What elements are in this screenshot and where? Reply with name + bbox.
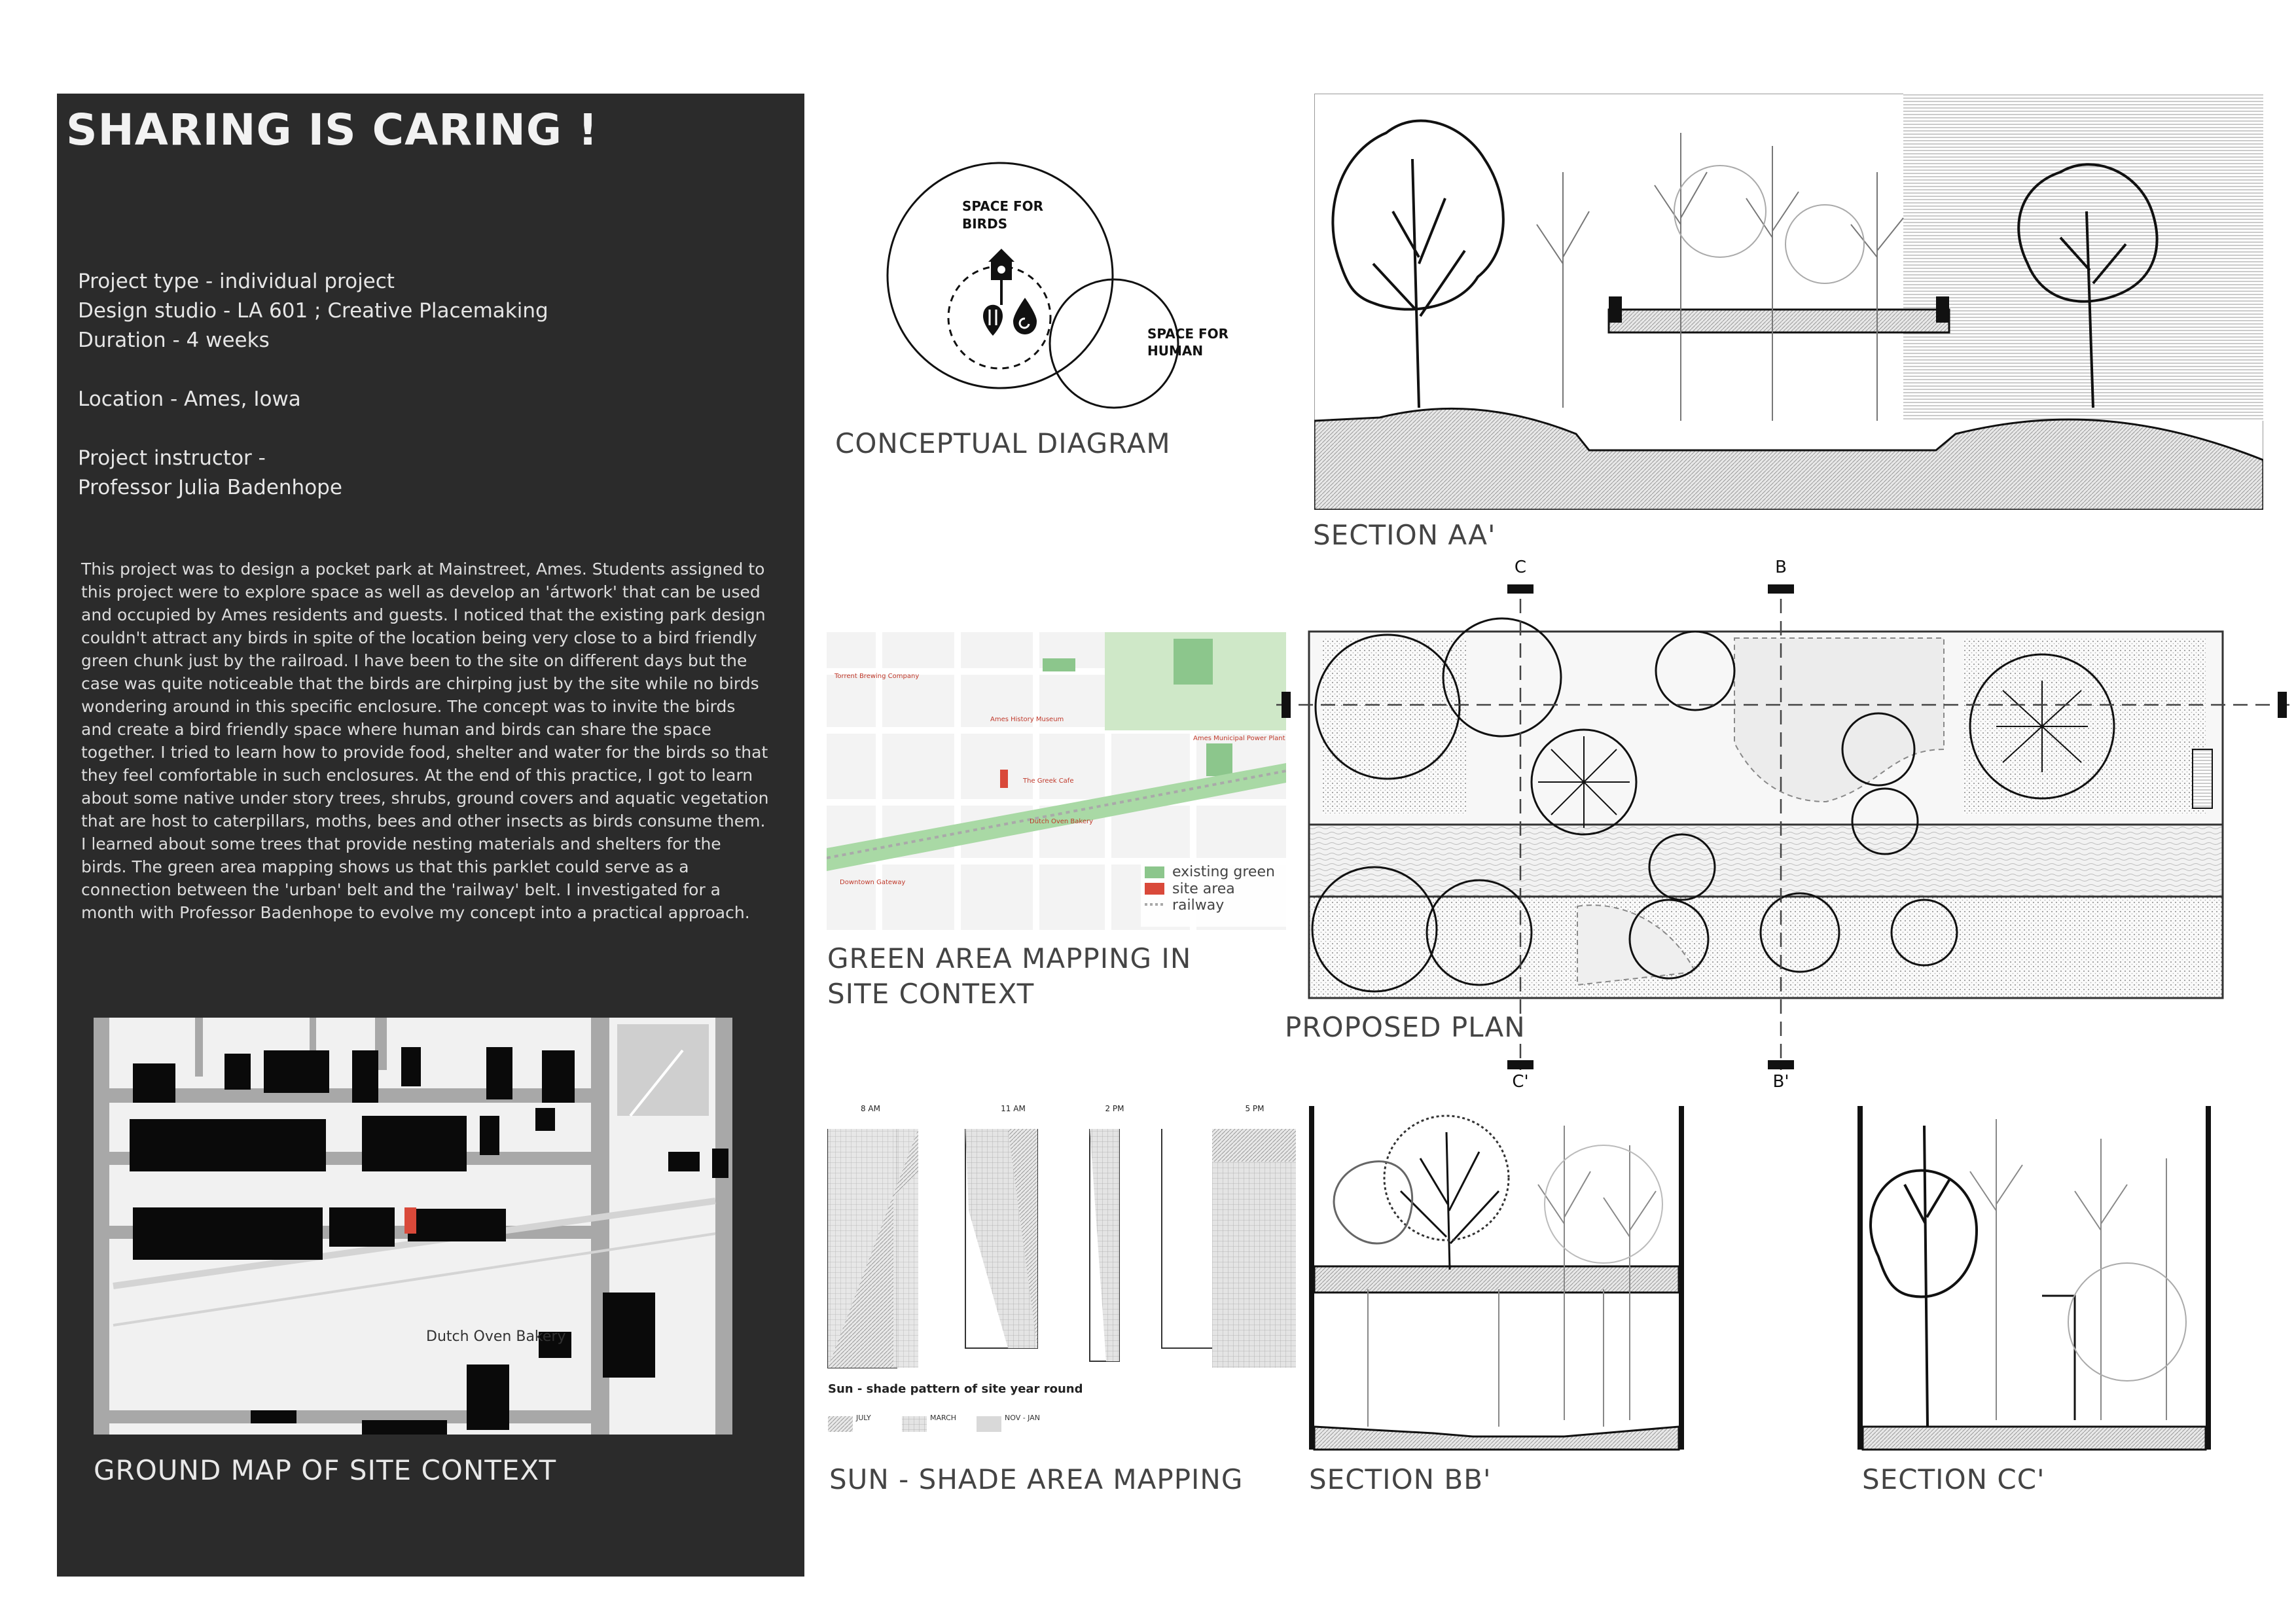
place-label: Torrent Brewing Company <box>834 673 920 680</box>
location: Location - Ames, Iowa <box>78 387 301 411</box>
design-studio: Design studio - LA 601 ; Creative Placemaking <box>78 299 548 323</box>
green-area-map <box>827 632 1286 930</box>
sun-shade-diagram <box>825 1099 1296 1440</box>
place-label: Dutch Oven Bakery <box>1030 818 1094 825</box>
site-area <box>1000 770 1008 788</box>
proposed-plan <box>1276 553 2289 1090</box>
time-5pm: 5 PM <box>1245 1104 1265 1113</box>
birds-label-2: BIRDS <box>962 216 1008 232</box>
time-11am: 11 AM <box>1001 1104 1026 1113</box>
legend-july-swatch <box>828 1416 853 1432</box>
section-mark-b: B <box>1775 558 1787 577</box>
legend-green: existing green <box>1172 864 1275 880</box>
sun-shade-caption: SUN - SHADE AREA MAPPING <box>829 1463 1244 1495</box>
section-bb-drawing <box>1302 1106 1695 1453</box>
legend-march-swatch <box>902 1416 927 1432</box>
sun-shade-note: Sun - shade pattern of site year round <box>828 1382 1083 1396</box>
section-cc-caption: SECTION CC' <box>1862 1463 2045 1495</box>
page-title: SHARING IS CARING ! <box>66 105 599 155</box>
conceptual-diagram <box>877 147 1244 422</box>
conceptual-caption: CONCEPTUAL DIAGRAM <box>835 427 1171 459</box>
project-type: Project type - individual project <box>78 270 395 293</box>
legend-july: JULY <box>856 1414 871 1422</box>
place-label: Downtown Gateway <box>840 879 906 886</box>
human-label-2: HUMAN <box>1147 343 1204 359</box>
food-icon <box>983 305 1003 336</box>
proposed-plan-caption: PROPOSED PLAN <box>1285 1011 1526 1043</box>
section-mark-b-prime: B' <box>1772 1072 1789 1090</box>
legend-green-swatch <box>1145 866 1164 878</box>
place-label: Ames History Museum <box>990 716 1064 723</box>
birdhouse-icon <box>988 249 1014 305</box>
place-label: Ames Municipal Power Plant <box>1193 735 1285 742</box>
site-marker <box>404 1207 416 1234</box>
legend-nov-swatch <box>977 1416 1001 1432</box>
legend-site: site area <box>1172 881 1235 897</box>
section-aa-caption: SECTION AA' <box>1313 519 1496 551</box>
ground-map-caption: GROUND MAP OF SITE CONTEXT <box>94 1454 557 1486</box>
section-mark-c-prime: C' <box>1512 1072 1529 1090</box>
legend-nov-jan: NOV - JAN <box>1005 1414 1040 1422</box>
legend-site-swatch <box>1145 883 1164 895</box>
instructor-label: Project instructor - <box>78 446 266 470</box>
project-description: This project was to design a pocket park at Mainstreet, Ames. Students assigned to this project were to explore space as well as develop an 'ártwork' that can be used and occupied by Ames residents and guests. I noticed that the existing park design couldn't attract any birds in spite of the location being very close to a bird friendly green chunk just by the railroad. I have been to the site on different days but the case was quite noticeable that the birds are chirping just by the site while no birds wondering around in this specific enclosure. The concept was to invite the birds and create a bird friendly space where human and birds can share the space together. I tried to learn how to provide food, shelter and water for the birds so that they feel comfortable in such enclosures. At the end of this practice, I got to learn about some native under story trees, shrubs, ground covers and aquatic vegetation that are host to caterpillars, moths, bees and other insects as birds consume them. I learned about some trees that provide nesting materials and shelters for the birds. The green area mapping shows us that this parklet could serve as a connection between the 'urban' belt and the 'railway' belt. I investigated for a month with Professor Badenhope to evolve my concept into a practical approach. <box>81 560 769 922</box>
legend-march: MARCH <box>930 1414 957 1422</box>
project-info <box>78 267 548 503</box>
time-2pm: 2 PM <box>1105 1104 1124 1113</box>
human-label-1: SPACE FOR <box>1147 326 1229 342</box>
legend-rail: railway <box>1172 897 1225 914</box>
birds-label-1: SPACE FOR <box>962 198 1044 214</box>
time-8am: 8 AM <box>860 1104 881 1113</box>
duration: Duration - 4 weeks <box>78 329 270 352</box>
section-mark-c: C <box>1514 558 1527 577</box>
green-area-caption-1: GREEN AREA MAPPING IN <box>827 942 1192 974</box>
green-area-caption-2: SITE CONTEXT <box>827 978 1035 1010</box>
water-drop-icon <box>1013 298 1037 334</box>
instructor-name: Professor Julia Badenhope <box>78 476 342 499</box>
section-bb-caption: SECTION BB' <box>1309 1463 1492 1495</box>
ground-map <box>94 1018 732 1435</box>
section-cc-drawing <box>1852 1106 2219 1453</box>
section-aa-drawing <box>1314 94 2263 510</box>
bakery-label: Dutch Oven Bakery <box>426 1329 566 1345</box>
place-label: The Greek Cafe <box>1023 777 1074 785</box>
